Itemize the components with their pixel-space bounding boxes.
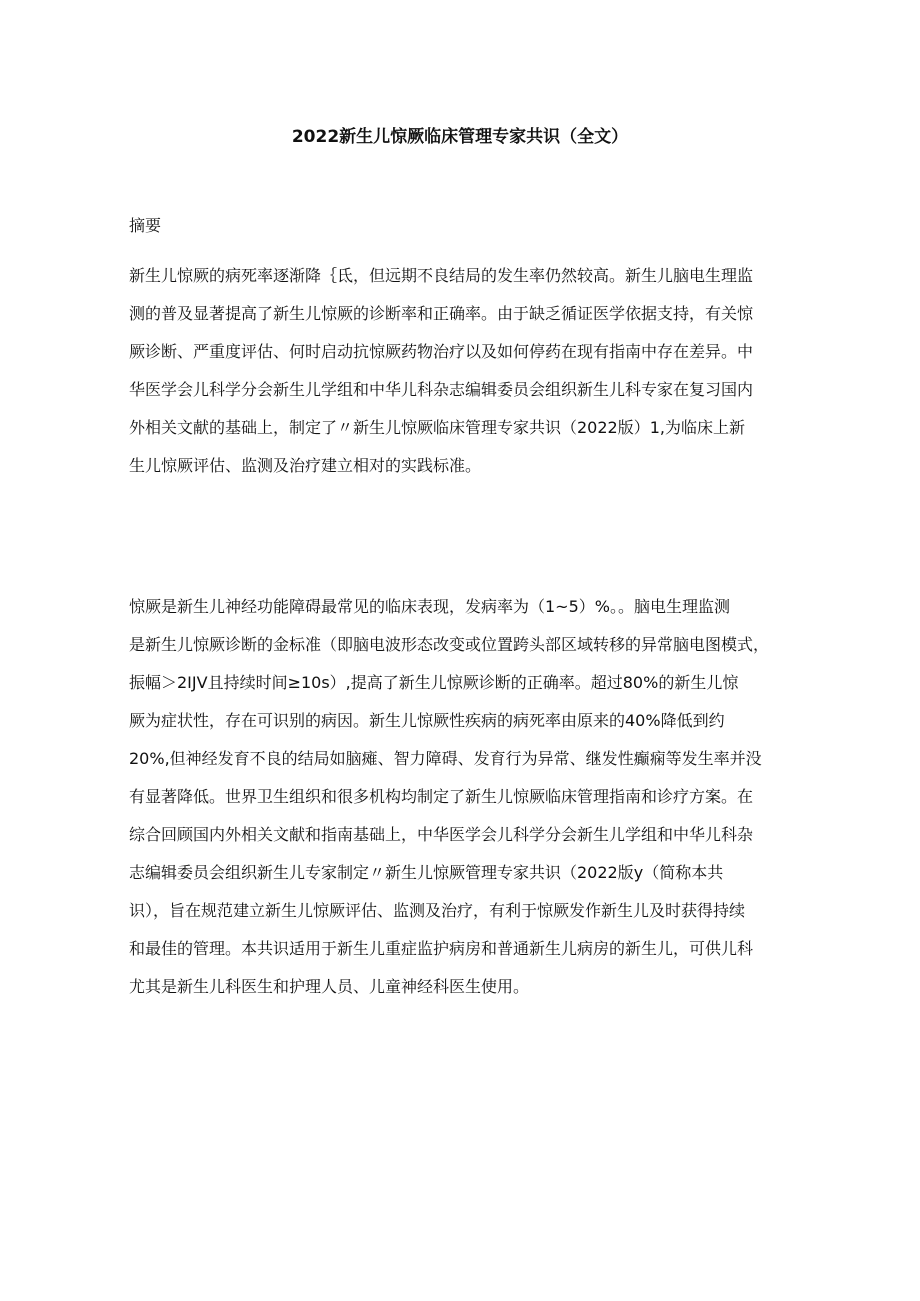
paragraph-line: 测的普及显著提高了新生儿惊厥的诊断率和正确率。由于缺乏循证医学依据支持，有关惊: [129, 304, 754, 323]
paragraph-line: 综合回顾国内外相关文献和指南基础上，中华医学会儿科学分会新生儿学组和中华儿科杂: [129, 825, 754, 844]
paragraph-line: 厥诊断、严重度评估、何时启动抗惊厥药物治疗以及如何停药在现有指南中存在差异。中: [129, 342, 754, 361]
paragraph-line: 惊厥是新生儿神经功能障碍最常见的临床表现，发病率为（1~5）%。。脑电生理监测: [129, 597, 730, 616]
abstract-paragraph: [129, 257, 805, 485]
body-paragraph: [129, 588, 805, 1006]
paragraph-line: 20%,但神经发育不良的结局如脑瘫、智力障碍、发育行为异常、继发性癫痫等发生率并没: [129, 749, 762, 768]
paragraph-line: 生儿惊厥评估、监测及治疗建立相对的实践标准。: [129, 456, 482, 475]
document-title: 2022新生儿惊厥临床管理专家共识（全文）: [291, 127, 629, 147]
paragraph-line: 识），旨在规范建立新生儿惊厥评估、监测及治疗，有利于惊厥发作新生儿及时获得持续: [129, 901, 746, 920]
paragraph-line: 尤其是新生儿科医生和护理人员、儿童神经科医生使用。: [129, 977, 530, 996]
paragraph-line: 和最佳的管理。本共识适用于新生儿重症监护病房和普通新生儿病房的新生儿，可供儿科: [129, 939, 754, 958]
paragraph-line: 志编辑委员会组织新生儿专家制定〃新生儿惊厥管理专家共识（2022版y（简称本共: [129, 863, 724, 882]
paragraph-line: 厥为症状性，存在可识别的病因。新生儿惊厥性疾病的病死率由原来的40%降低到约: [129, 711, 725, 730]
paragraph-line: 有显著降低。世界卫生组织和很多机构均制定了新生儿惊厥临床管理指南和诊疗方案。在: [129, 787, 754, 806]
paragraph-line: 外相关文献的基础上，制定了〃新生儿惊厥临床管理专家共识（2022版）1,为临床上新: [129, 418, 745, 437]
paragraph-line: 华医学会儿科学分会新生儿学组和中华儿科杂志编辑委员会组织新生儿科专家在复习国内: [129, 380, 754, 399]
paragraph-line: 是新生儿惊厥诊断的金标准（即脑电波形态改变或位置跨头部区域转移的异常脑电图模式，: [129, 635, 770, 654]
paragraph-line: 新生儿惊厥的病死率逐渐降｛氐，但远期不良结局的发生率仍然较高。新生儿脑电生理监: [129, 266, 754, 285]
paragraph-line: 振幅＞2IJV且持续时间≥10s）,提高了新生儿惊厥诊断的正确率。超过80%的新生儿惊: [129, 673, 739, 692]
abstract-heading: 摘要: [129, 216, 162, 235]
